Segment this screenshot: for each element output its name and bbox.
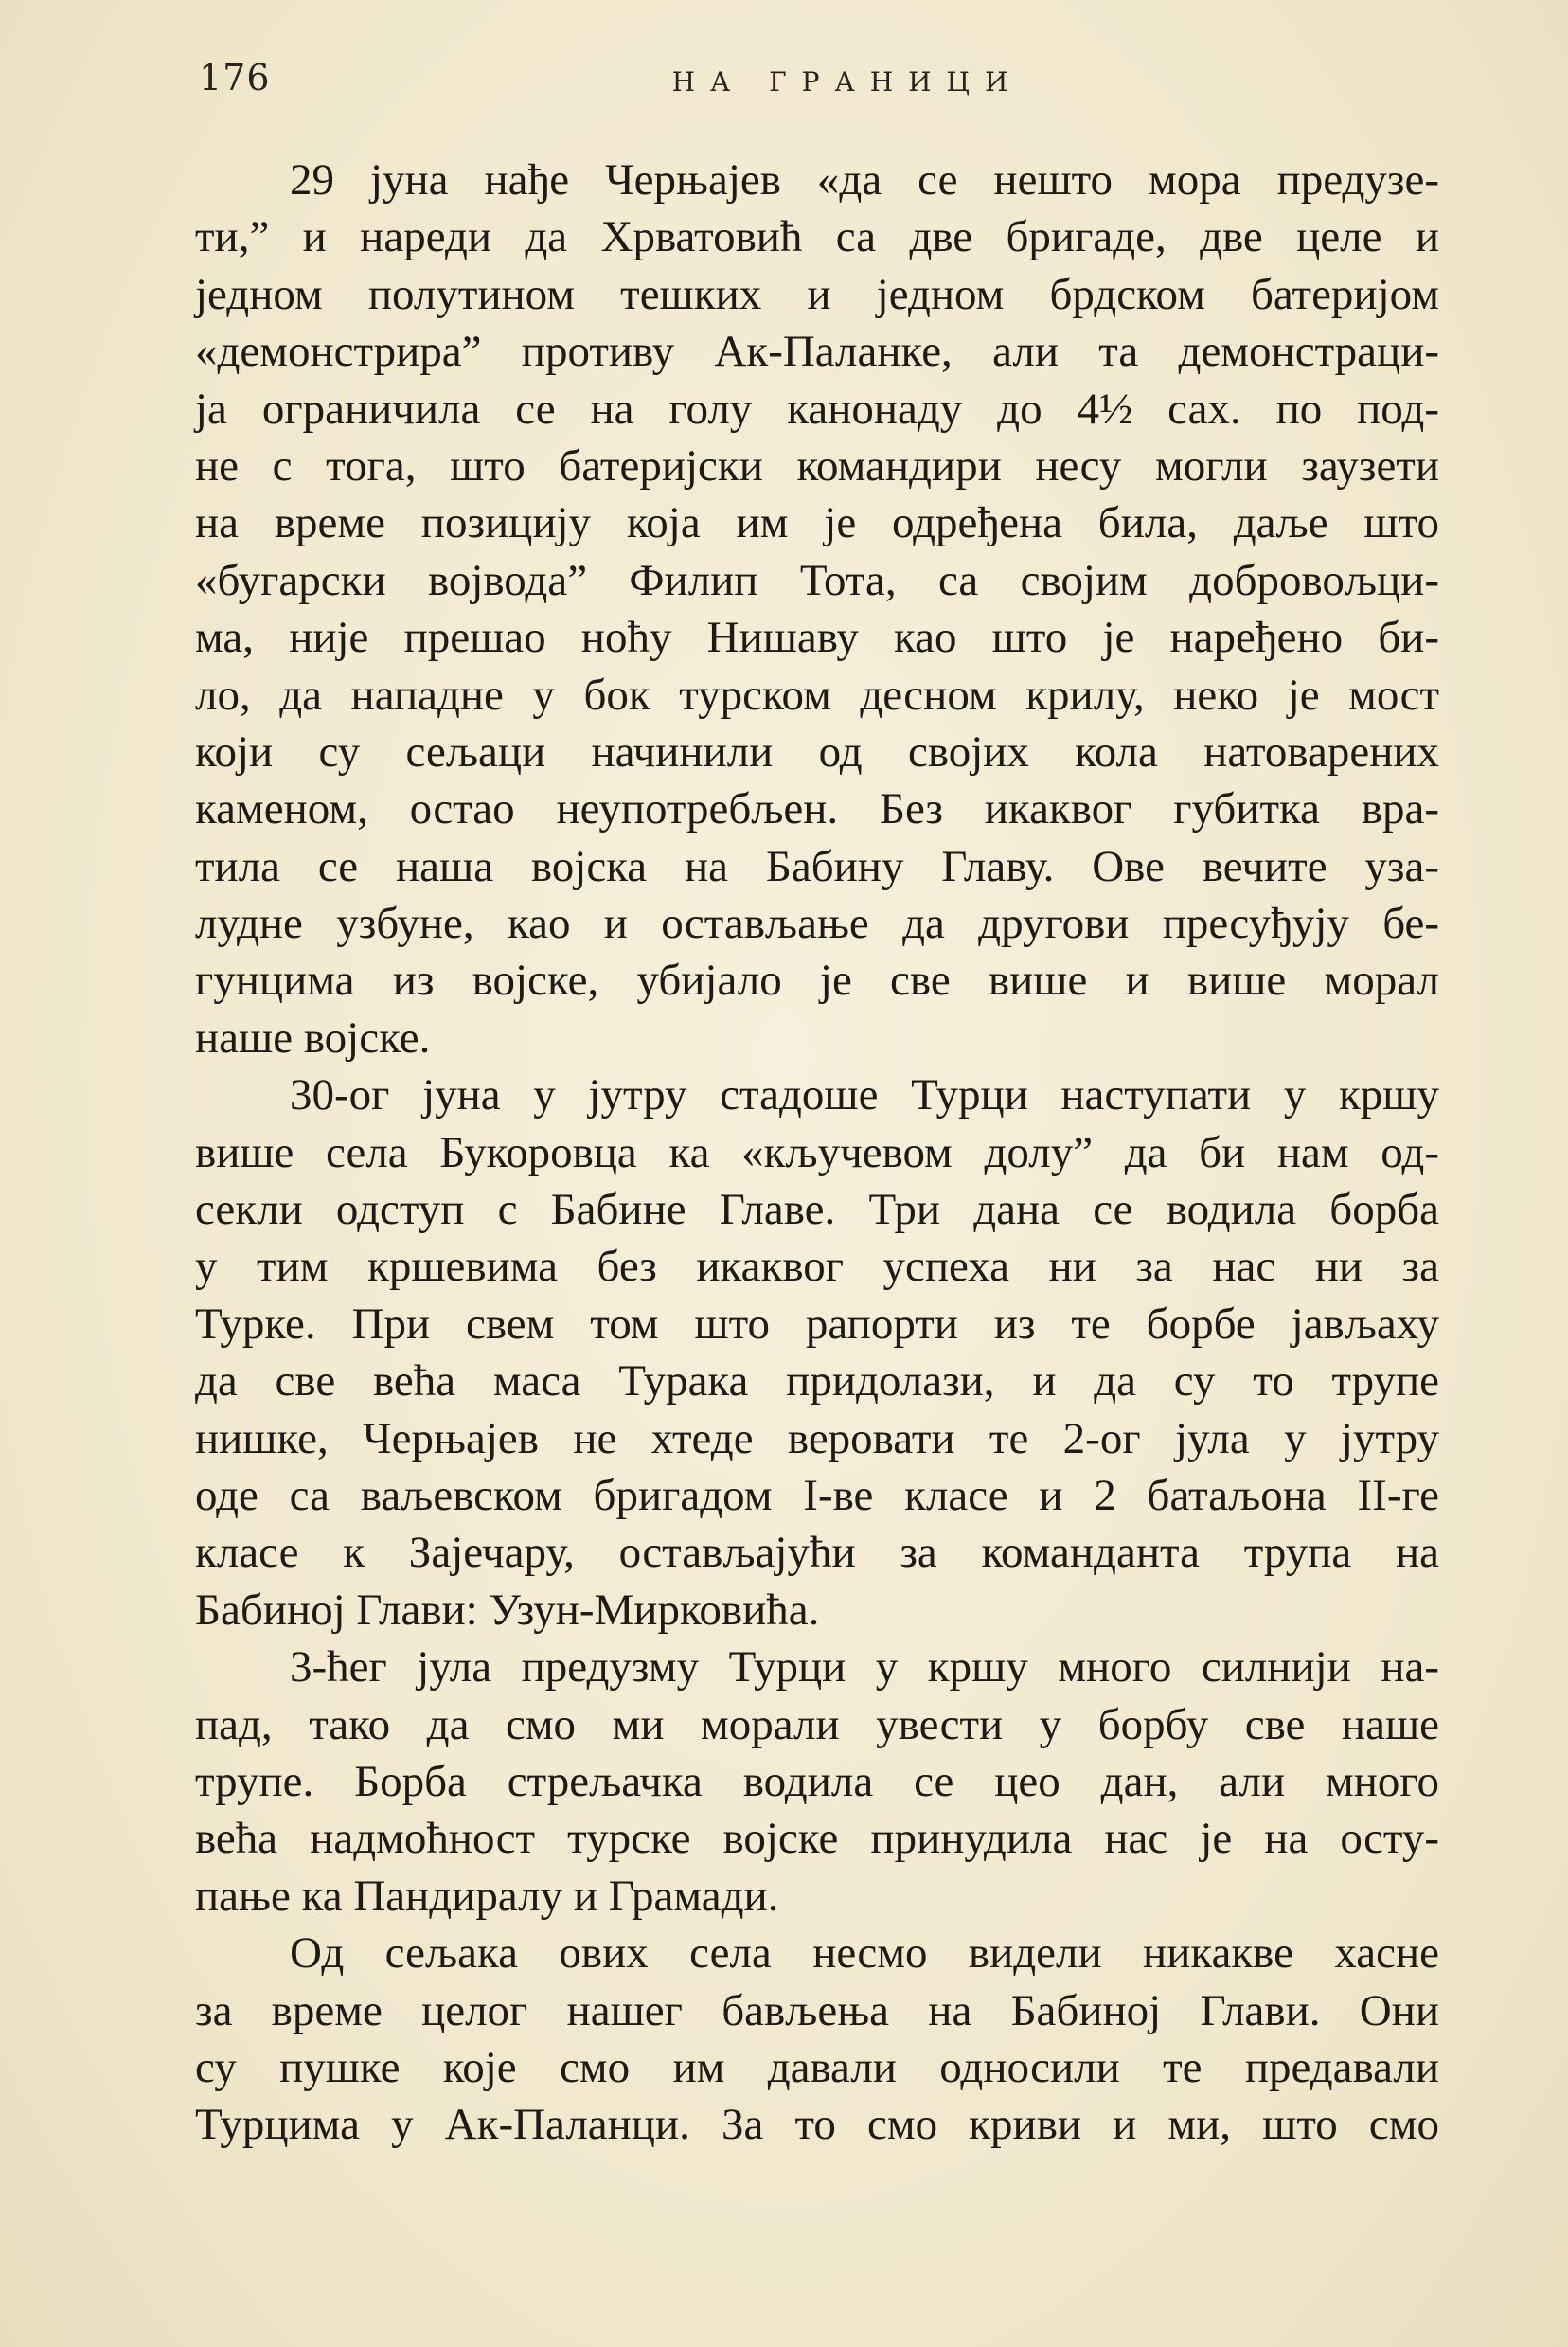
text-line: не с тога, што батеријски командири несу могли заузети bbox=[195, 440, 1439, 491]
text-body bbox=[195, 152, 1439, 2154]
text-line: који су сељаци начинили од својих кола натоварених bbox=[195, 726, 1439, 777]
text-line: 30-ог јуна у јутру стадоше Турци наступати у кршу bbox=[290, 1070, 1439, 1120]
text-line: трупе. Борба стрељачка водила се цео дан, али много bbox=[195, 1756, 1439, 1806]
text-line: каменом, остао неупотребљен. Без икаквог губитка вра- bbox=[195, 784, 1439, 834]
text-line: тила се наша војска на Бабину Главу. Ове вечите уза- bbox=[195, 841, 1439, 891]
text-line: за време целог нашег бављења на Бабиној Глави. Они bbox=[195, 1985, 1439, 2035]
text-line: више села Букоровца ка «кључевом долу” да би нам од- bbox=[195, 1127, 1439, 1177]
text-line: ло, да нападне у бок турском десном крилу, неко је мост bbox=[195, 670, 1439, 720]
text-line: већа надмоћност турске војске принудила нас је на осту- bbox=[195, 1814, 1439, 1864]
text-line: ја ограничила се на голу канонаду до 4½ сах. по под- bbox=[195, 384, 1439, 434]
text-line: класе к Зајечару, остављајући за команданта трупа на bbox=[195, 1528, 1439, 1578]
text-line: ти,” и нареди да Хрватовић са две бригаде, две целе и bbox=[195, 212, 1439, 262]
paragraph bbox=[195, 1639, 1439, 1925]
text-line: нишке, Черњајев не хтеде веровати те 2-ог јула у јутру bbox=[195, 1413, 1439, 1463]
text-line: ма, није прешао ноћу Нишаву као што је наређено би- bbox=[195, 613, 1439, 663]
text-line: Турке. При свем том што рапорти из те борбе јављаху bbox=[195, 1299, 1439, 1349]
text-line: «бугарски војвода” Филип Тота, са својим добровољци- bbox=[195, 555, 1439, 605]
text-line: Бабиној Глави: Узун-Мирковића. bbox=[195, 1585, 820, 1635]
text-line: су пушке које смо им давали односили те предавали bbox=[195, 2042, 1439, 2092]
paragraph bbox=[195, 152, 1439, 1066]
text-line: секли одступ с Бабине Главе. Три дана се водила борба bbox=[195, 1185, 1439, 1235]
page-header bbox=[199, 57, 1439, 114]
text-line: 29 јуна нађе Черњајев «да се нешто мора предузе- bbox=[290, 155, 1439, 205]
text-line: на време позицију која им је одређена била, даље што bbox=[195, 498, 1439, 548]
text-line: гунцима из војске, убијало је све више и више морал bbox=[195, 956, 1439, 1006]
text-line: Од сељака ових села несмо видели никакве хасне bbox=[290, 1928, 1439, 1979]
text-line: оде са ваљевском бригадом I-ве класе и 2 батаљона II-ге bbox=[195, 1470, 1439, 1520]
text-line: лудне узбуне, као и остављање да другови пресуђују бе- bbox=[195, 899, 1439, 949]
text-line: наше војске. bbox=[195, 1012, 431, 1063]
text-line: да све већа маса Турака придолази, и да су то трупе bbox=[195, 1356, 1439, 1406]
page-number: 176 bbox=[199, 57, 271, 99]
text-line: Турцима у Ак-Паланци. За то смо криви и ми, што смо bbox=[195, 2100, 1439, 2150]
text-line: 3-ћег јула предузму Турци у кршу много силнији на- bbox=[290, 1642, 1439, 1693]
text-line: «демонстрира” противу Ак-Паланке, али та демонстраци- bbox=[195, 327, 1439, 377]
paragraph bbox=[195, 1925, 1439, 2154]
text-line: у тим кршевима без икаквог успеха ни за нас ни за bbox=[195, 1242, 1439, 1292]
running-head: НА ГРАНИЦИ bbox=[671, 66, 1024, 98]
text-line: пање ка Пандиралу и Грамади. bbox=[195, 1871, 779, 1921]
text-line: пад, тако да смо ми морали увести у борбу све наше bbox=[195, 1699, 1439, 1749]
text-line: једном полутином тешких и једном брдском батеријом bbox=[195, 269, 1439, 319]
paragraph bbox=[195, 1066, 1439, 1639]
